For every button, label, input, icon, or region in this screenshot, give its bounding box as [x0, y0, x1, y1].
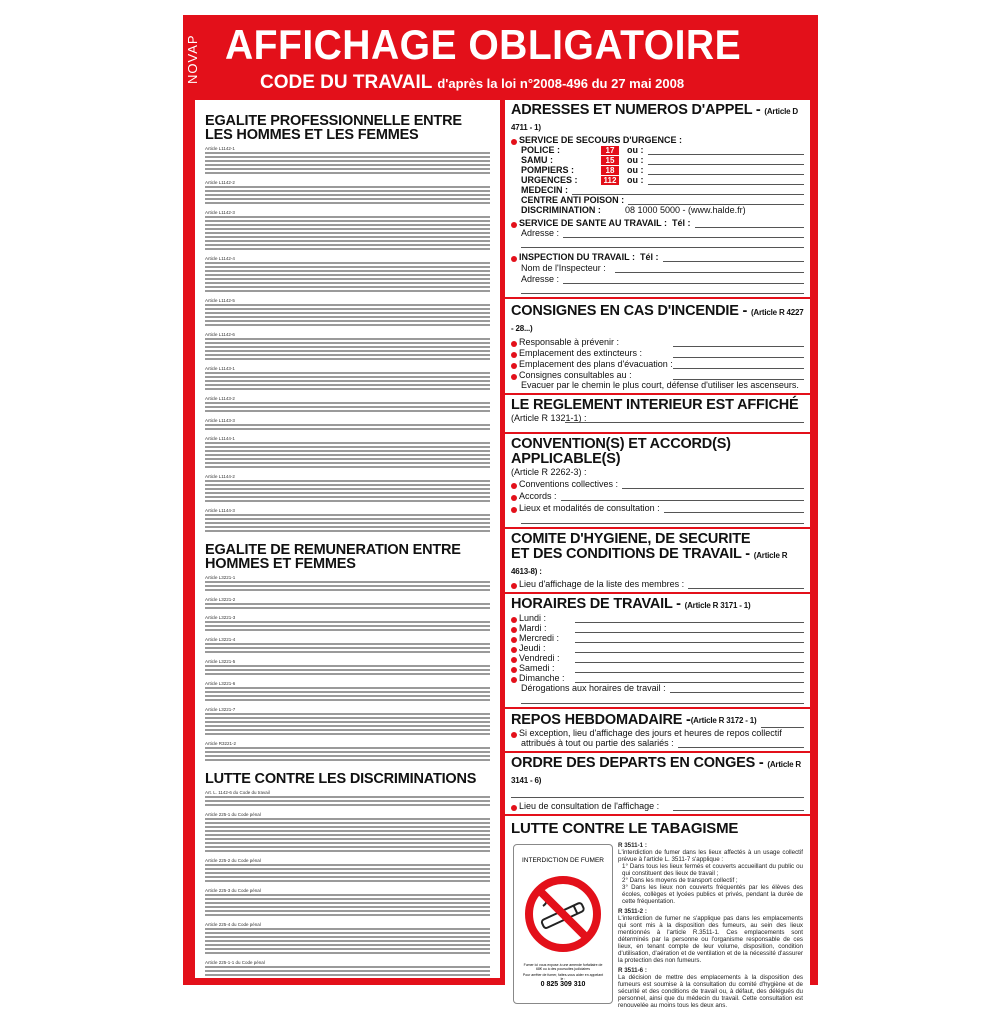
- section-title: COMITE D'HYGIENE, DE SECURITE: [511, 531, 751, 547]
- legal-article: [205, 575, 490, 592]
- field-emergency-number[interactable]: URGENCES : 112 ou :: [511, 175, 804, 185]
- article-body: [205, 686, 490, 702]
- section-title: HORAIRES DE TRAVAIL - (Article R 3171 - 1): [511, 596, 751, 612]
- article-label: Article L3221-5: [205, 659, 236, 664]
- field-emergency-number[interactable]: SAMU : 15 ou :: [511, 155, 804, 165]
- article-body: [205, 580, 490, 592]
- section-title: CONSIGNES EN CAS D'INCENDIE - (Article R 4227 - 28...): [511, 303, 804, 333]
- legal-article: [205, 256, 490, 293]
- form-field[interactable]: Conventions collectives :: [511, 479, 804, 489]
- bullet-icon: [511, 341, 517, 347]
- section-comite: COMITE D'HYGIENE, DE SECURITE ET DES CONDITIONS DE TRAVAIL - (Article R 4613-8) : Lieu d'affichage de la liste des membres :: [505, 529, 810, 592]
- field-inspection-adresse[interactable]: Adresse :: [511, 274, 804, 284]
- legal-article: [205, 741, 490, 762]
- article-label: Article L1143-2: [205, 396, 235, 401]
- article-label: Article 225-1-1 du Code pénal: [205, 960, 265, 965]
- bullet-icon: [511, 627, 517, 633]
- legal-article: [205, 812, 490, 853]
- article-body: [205, 817, 490, 853]
- bullet-icon: [511, 374, 517, 380]
- bullet-icon: [511, 657, 517, 663]
- legal-section-title: EGALITE PROFESSIONNELLE ENTRE LES HOMMES ET LES FEMMES: [205, 113, 462, 143]
- tabac-article: R 3511-1 : L'interdiction de fumer dans les lieux affectés à un usage collectif prévue à l'article L. 3511-7 s'applique : 1° Dans tous les lieux fermés et couverts accueillant du public ou qui constituent des lieux de travail ; 2° Dans les moyens de transport collectif ; 3° Dans les lieux non couverts fréquentés par les élèves des écoles, collèges et lycées publics et privés, pendant la durée de cette fréquentation.: [618, 842, 803, 905]
- page-title: AFFICHAGE OBLIGATOIRE: [225, 21, 742, 68]
- field-sante-adresse[interactable]: Adresse :: [511, 228, 804, 238]
- article-body: [205, 927, 490, 955]
- section-adresses: ADRESSES ET NUMEROS D'APPEL - (Article D 4711 - 1) SERVICE DE SECOURS D'URGENCE : POLICE : 17 ou : SAMU : 15 ou : POMPIERS : 18 ou : URGENCES : 112 ou : MEDECIN : CENTRE ANTI POISON : DISCRIMINATION : 08 1000 5000 - (www.halde.fr) SERVICE DE SANTE AU TRAVAIL : Tél : Adresse : INSPECTION DU TRAVAIL : Tél : Nom de l'Inspecteur : Adresse :: [505, 100, 810, 297]
- section-conges: [505, 753, 810, 814]
- bullet-icon: [511, 732, 517, 738]
- article-label: Article 225-4 du Code pénal: [205, 922, 261, 927]
- legal-article: [205, 436, 490, 469]
- article-label: Article L1142-1: [205, 146, 235, 151]
- field-reglement[interactable]: (Article R 1321-1) :: [511, 413, 804, 423]
- bullet-icon: [511, 222, 517, 228]
- form-field[interactable]: Accords :: [511, 491, 804, 501]
- header: [183, 15, 818, 100]
- article-label: Article L3221-1: [205, 575, 236, 580]
- article-label: Article L3221-4: [205, 637, 236, 642]
- legal-article: [205, 659, 490, 676]
- legal-article: [205, 298, 490, 327]
- section-title: LE REGLEMENT INTERIEUR EST AFFICHÉ: [511, 397, 799, 413]
- article-label: Article L3221-7: [205, 707, 236, 712]
- article-label: Article 225-2 du Code pénal: [205, 858, 261, 863]
- section-title: LUTTE CONTRE LE TABAGISME: [511, 820, 739, 837]
- emergency-number-badge: 17: [601, 146, 619, 155]
- legal-texts-column: [195, 100, 500, 978]
- bullet-icon: [511, 256, 517, 262]
- section-convention: CONVENTION(S) ET ACCORD(S) APPLICABLE(S) (Article R 2262-3) : Conventions collectives : Accords : Lieux et modalités de consultation :: [505, 434, 810, 527]
- section-horaires: [505, 594, 810, 707]
- article-body: [205, 441, 490, 469]
- bullet-icon: [511, 139, 517, 145]
- field-repos[interactable]: attribués à tout ou partie des salariés :: [511, 738, 804, 748]
- legal-article: [205, 681, 490, 702]
- bullet-icon: [511, 805, 517, 811]
- article-body: [205, 215, 490, 251]
- form-field[interactable]: Mercredi :: [511, 633, 804, 643]
- form-field[interactable]: Lundi :: [511, 613, 804, 623]
- article-body: [205, 965, 490, 978]
- bullet-icon: [511, 352, 517, 358]
- field-inspecteur[interactable]: Nom de l'Inspecteur :: [511, 263, 804, 273]
- section-reglement: [505, 395, 810, 432]
- legal-article: [205, 366, 490, 391]
- incendie-note: Evacuer par le chemin le plus court, défense d'utiliser les ascenseurs.: [521, 380, 799, 390]
- article-label: Article L1142-4: [205, 256, 235, 261]
- article-body: [205, 151, 490, 175]
- form-column: [505, 100, 810, 1009]
- section-incendie: [505, 299, 810, 393]
- article-body: [205, 642, 490, 654]
- emergency-number-badge: 15: [601, 156, 619, 165]
- section-title: ORDRE DES DEPARTS EN CONGES - (Article R 3141 - 6): [511, 755, 801, 785]
- legal-article: [205, 508, 490, 533]
- bullet-icon: [511, 363, 517, 369]
- legal-article: [205, 858, 490, 883]
- field-emergency-number[interactable]: POMPIERS : 18 ou :: [511, 165, 804, 175]
- bullet-icon: [511, 667, 517, 673]
- article-body: [205, 602, 490, 610]
- legal-article: [205, 960, 490, 978]
- legal-article: [205, 637, 490, 654]
- legal-article: [205, 888, 490, 917]
- legal-article: [205, 615, 490, 632]
- form-field[interactable]: Lieux et modalités de consultation :: [511, 503, 804, 513]
- form-field[interactable]: Jeudi :: [511, 643, 804, 653]
- field-medecin[interactable]: MEDECIN :: [511, 185, 804, 195]
- legal-article: [205, 597, 490, 610]
- article-body: [205, 664, 490, 676]
- field-derogations[interactable]: Dérogations aux horaires de travail :: [511, 683, 804, 693]
- article-label: Article L3221-6: [205, 681, 236, 686]
- article-body: [205, 401, 490, 413]
- bullet-icon: [511, 647, 517, 653]
- emergency-number-badge: 18: [601, 166, 619, 175]
- bullet-icon: [511, 637, 517, 643]
- legal-section-title: EGALITE DE REMUNERATION ENTRE HOMMES ET FEMMES: [205, 542, 461, 572]
- legal-article: [205, 332, 490, 361]
- article-body: [205, 893, 490, 917]
- article-label: Article L1143-3: [205, 418, 235, 423]
- form-field[interactable]: Emplacement des extincteurs :: [511, 348, 804, 358]
- article-body: [205, 423, 490, 431]
- article-body: [205, 863, 490, 883]
- article-body: [205, 620, 490, 632]
- subtitle-law: d'après la loi n°2008-496 du 27 mai 2008: [437, 76, 685, 91]
- subtitle-main: CODE DU TRAVAIL: [260, 72, 433, 93]
- article-label: Art. L. 1142-6 du Code du travail: [205, 790, 270, 795]
- field-sante-tel[interactable]: SERVICE DE SANTE AU TRAVAIL : Tél :: [511, 218, 804, 228]
- bullet-icon: [511, 495, 517, 501]
- brand-logo: NOVAP: [185, 34, 200, 84]
- field-emergency-number[interactable]: POLICE : 17 ou :: [511, 145, 804, 155]
- tabac-article: R 3511-2 : L'interdiction de fumer ne s'applique pas dans les emplacements qui sont mis à la disposition des fumeurs, au sein des lieux mentionnés à l'article R.3511-1. Ces emplacements sont déterminés par la personne ou l'organisme responsable de ces lieux, en tenant compte de leur volume, disposition, condition d'utilisation, d'aération et de ventilation et de la nécessité d'assurer la protection des non fumeurs.: [618, 908, 803, 964]
- article-body: [205, 337, 490, 361]
- article-label: Article L1142-3: [205, 210, 235, 215]
- legal-article: [205, 146, 490, 175]
- article-body: [205, 185, 490, 205]
- bullet-icon: [511, 617, 517, 623]
- article-label: Article L1144-3: [205, 508, 235, 513]
- bullet-icon: [511, 483, 517, 489]
- legal-article: [205, 418, 490, 431]
- article-body: [205, 746, 490, 762]
- article-body: [205, 479, 490, 503]
- emergency-number-badge: 112: [601, 176, 619, 185]
- no-smoking-icon: [523, 874, 603, 954]
- section-tabac: [505, 816, 810, 1011]
- tabac-article: R 3511-6 : La décision de mettre des emplacements à la disposition des fumeurs est soumise à la consultation du comité d'hygiène et de sécurité et des conditions de travail ou, à défaut, des délégués du personnel, ainsi que du médecin du travail. Cette consultation est renouvelée au moins tous les deux ans.: [618, 967, 803, 1009]
- bullet-icon: [511, 507, 517, 513]
- article-body: [205, 371, 490, 391]
- article-body: [205, 513, 490, 533]
- bullet-icon: [511, 583, 517, 589]
- legal-article: [205, 180, 490, 205]
- article-body: [205, 261, 490, 293]
- article-label: Article L1142-6: [205, 332, 235, 337]
- article-label: Article L1142-5: [205, 298, 235, 303]
- subtitle: [260, 72, 684, 94]
- legal-article: [205, 707, 490, 736]
- legal-article: [205, 790, 490, 807]
- field-comite[interactable]: Lieu d'affichage de la liste des membres :: [511, 579, 804, 589]
- article-label: Article L3221-2: [205, 597, 236, 602]
- legal-article: [205, 210, 490, 251]
- form-field[interactable]: Vendredi :: [511, 653, 804, 663]
- article-body: [205, 712, 490, 736]
- section-title: ADRESSES ET NUMEROS D'APPEL - (Article D 4711 - 1): [511, 102, 798, 132]
- section-repos: REPOS HEBDOMADAIRE - (Article R 3172 - 1) Si exception, lieu d'affichage des jours et heures de repos collectif attribués à tout ou partie des salariés :: [505, 709, 810, 751]
- article-label: Article L1142-2: [205, 180, 235, 185]
- legal-section-title: LUTTE CONTRE LES DISCRIMINATIONS: [205, 771, 477, 787]
- article-label: Article L1143-1: [205, 366, 235, 371]
- article-body: [205, 795, 490, 807]
- form-field[interactable]: Samedi :: [511, 663, 804, 673]
- legal-article: [205, 474, 490, 503]
- article-label: Article L3221-3: [205, 615, 236, 620]
- section-title: CONVENTION(S) ET ACCORD(S) APPLICABLE(S): [511, 436, 731, 467]
- form-field[interactable]: Emplacement des plans d'évacuation :: [511, 359, 804, 369]
- field-inspection-tel[interactable]: INSPECTION DU TRAVAIL : Tél :: [511, 252, 804, 262]
- tabac-articles: [618, 842, 803, 1011]
- article-label: Article 225-1 du Code pénal: [205, 812, 261, 817]
- no-smoking-sign: INTERDICTION DE FUMER Fumer ici vous expose à une amende forfaitaire de 68€ ou à des poursuites judiciaires Pour arrêter de fumer, faites-vous aider en appelant le : 0 825 309 310: [513, 844, 613, 1004]
- bullet-icon: [511, 677, 517, 683]
- article-label: Article L1144-2: [205, 474, 235, 479]
- article-body: [205, 303, 490, 327]
- poster: [183, 15, 818, 1009]
- form-field[interactable]: Dimanche :: [511, 673, 804, 683]
- article-label: Article L1144-1: [205, 436, 235, 441]
- field-antipoison[interactable]: CENTRE ANTI POISON :: [511, 195, 804, 205]
- form-field[interactable]: Mardi :: [511, 623, 804, 633]
- article-label: Article R3221-2: [205, 741, 237, 746]
- form-field[interactable]: Responsable à prévenir :: [511, 337, 804, 347]
- field-conges[interactable]: Lieu de consultation de l'affichage :: [511, 801, 804, 811]
- article-label: Article 225-3 du Code pénal: [205, 888, 261, 893]
- form-field[interactable]: Consignes consultables au :: [511, 370, 804, 380]
- legal-article: [205, 922, 490, 955]
- legal-article: [205, 396, 490, 413]
